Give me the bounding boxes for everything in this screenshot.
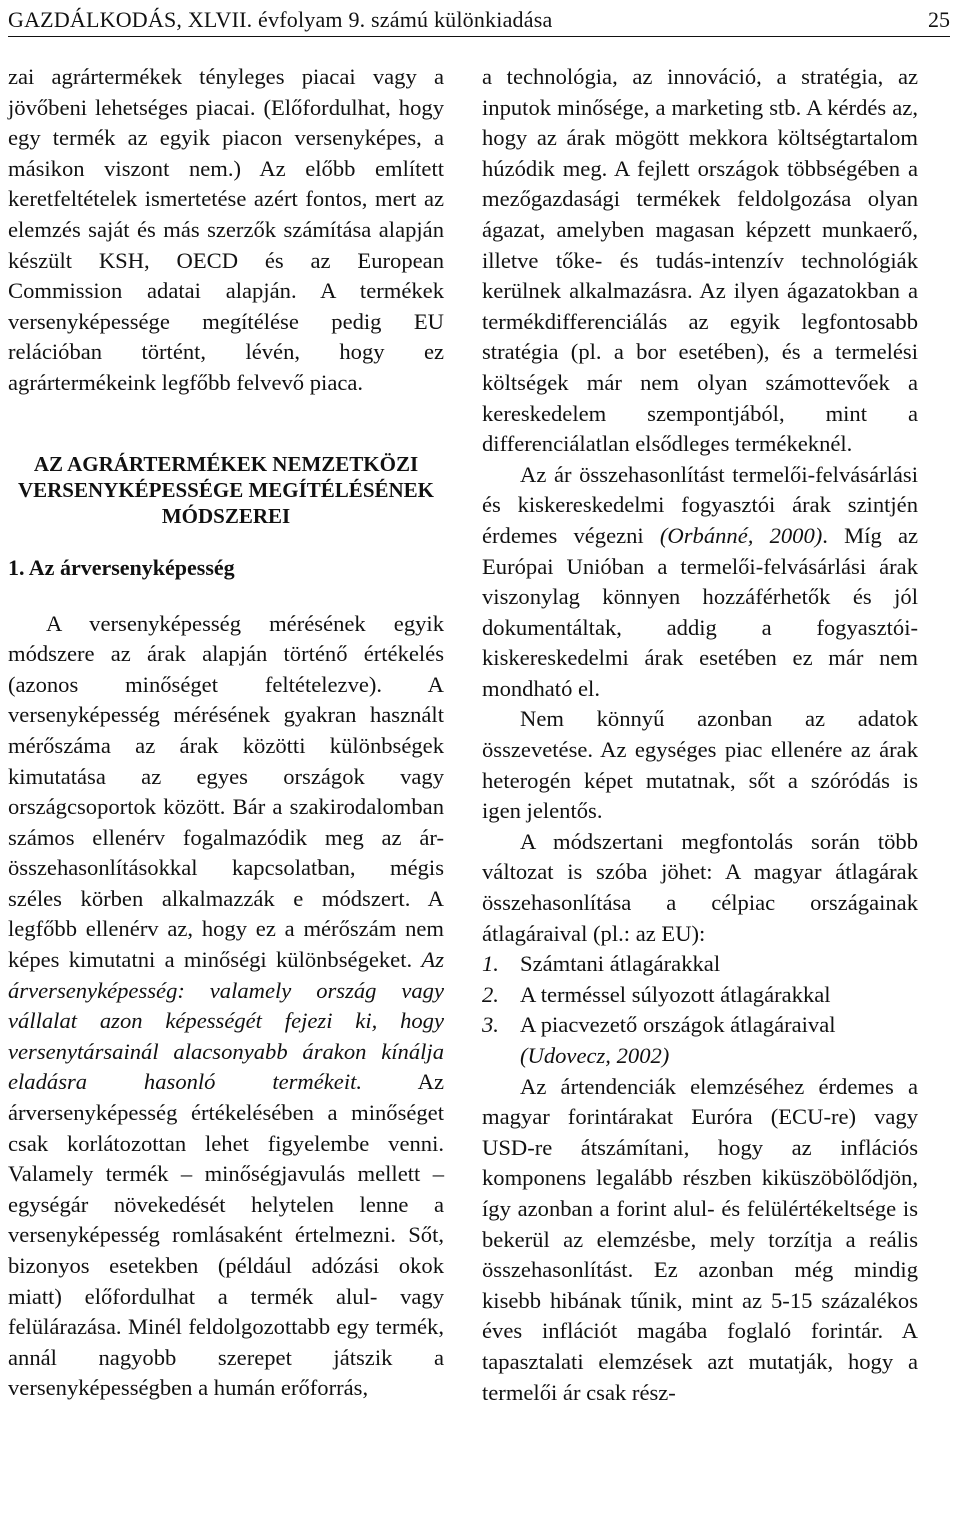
paragraph-price-trends: Az ártendenciák elemzéséhez érdemes a magyar forintárakat Euróra (ECU-re) vagy USD-re átszámítani, hogy az inflációs komponens legalább részben kiküszöbölődjön, így azonban a forint alul- és felülértékeltsége is bekerül az elemzésbe, mely torzítja a reális összehasonlítást. Ez azonban még mindig kisebb hibának tűnik, mint az 5-15 százalékos éves inflációt magába foglaló forintár. A tapasztalati elemzések azt mutatják, hogy a termelői ár csak rész-	[482, 1073, 918, 1405]
paragraph-intro-continued: zai agrártermékek tényleges piacai vagy a jövőbeni lehetséges piacai. (Előfordulhat, hogy egy termék az egyik piacon versenyképes, a másikon viszont nem.) Az előbb említett keretfeltételek ismertetése azért fontos, mert az elemzés saját és más szerzők számítása alapján készült KSH, OECD és az European Commission adatai alapján. A termékek versenyképessége megítélése pedig EU relációban történt, lévén, hogy ez agrártermékeink legfőbb felvevő piaca.	[8, 64, 444, 395]
definition-text: Az árversenyképesség: valamely ország vagy vállalat azon képességét fejezi ki, hogy versenytársainál alacsonyabb árakon kínálja eladásra hasonló termékeit.	[8, 947, 444, 1095]
journal-title: GAZDÁLKODÁS, XLVII. évfolyam 9. számú különkiadása	[8, 7, 553, 32]
paragraph-technology: a technológia, az innováció, a stratégia, az inputok minősége, a marketing stb. A kérdés az, hogy az árak mögött mekkora költségtartalom húzódik meg. A fejlett országok többségében a mezőgazdasági termékek feldolgozása olyan ágazat, amelyben magasan képzett munkaerő, illetve tőke- és tudás-intenzív technológiák kerülnek alkalmazásra. Az ilyen ágazatokban a termékdifferenciálás az egyik legfontosabb stratégia (pl. a bor esetében), és a termelési költségek már nem olyan számottevőek a kereskedelem szempontjából, mint a differenciálatlan elsődleges termékeknél.	[482, 64, 918, 457]
section-heading: AZ AGRÁRTERMÉKEK NEMZETKÖZI VERSENYKÉPESSÉGE MEGÍTÉLÉSÉNEK MÓDSZEREI	[17, 451, 435, 528]
list-item-citation	[482, 1041, 918, 1072]
paragraph-text-continued: Az árversenyképesség értékelésében a minőséget csak korlátozottan lehet figyelembe venni. Valamely termék – minőségjavulás mellett – egységár növekedését helytelen lenne a versenyképesség romlásaként értelmezni. Sőt, bizonyos esetekben (például adózási okok miatt) előfordulhat a termék alul- vagy felülárazása. Minél feldolgozottabb egy termék, annál nagyobb szerepet játszik a versenyképességben a humán erőforrás,	[8, 1069, 444, 1401]
paragraph-text-continued: . Míg az Európai Unióban a termelői-felvásárlási árak viszonylag könnyen hozzáférhetők és jól dokumentáltak, addig a fogyasztói-kiskereskedelmi árak esetében ez már nem mondható el.	[482, 522, 919, 701]
list-item-number: 2.	[482, 981, 499, 1007]
left-column	[8, 62, 444, 1404]
list-item	[482, 949, 918, 980]
paragraph-price-comparison	[482, 460, 918, 705]
list-item-number: 3.	[482, 1012, 499, 1038]
subsection-heading: 1. Az árversenyképesség	[8, 554, 235, 580]
list-item	[482, 1010, 918, 1041]
list-item-text: A piacvezető országok átlagáraival	[520, 1012, 836, 1038]
list-item-text: Számtani átlagárakkal	[520, 951, 721, 977]
page-number: 25	[928, 7, 950, 32]
citation-udovecz: (Udovecz, 2002)	[520, 1043, 670, 1068]
paragraph-text: A versenyképesség mérésének egyik módszere az árak alapján történő értékelés (azonos minőséget feltételezve). A versenyképesség mérésének gyakran használt mérőszáma az árak közötti különbségek kimutatása az egyes országok vagy országcsoportok között. Bár a szakirodalomban számos ellenérv fogalmazódik meg az ár-összehasonlításokkal kapcsolatban, mégis széles körben alkalmazzák e módszert. A legfőbb ellenérv az, hogy ez a mérőszám nem képes kimutatni a minőségi különbségeket.	[8, 610, 444, 973]
paragraph-data-comparison: Nem könnyű azonban az adatok összevetése. Az egységes piac ellenére az árak heterogén képet mutatnak, sőt a szóródás is igen jelentős.	[482, 706, 918, 824]
paragraph-methodology: A módszertani megfontolás során több változat is szóba jöhet: A magyar átlagárak összehasonlítása a célpiac országainak átlagáraival (pl.: az EU):	[482, 828, 918, 946]
list-item-number: 1.	[482, 951, 499, 977]
list-item-text: A terméssel súlyozott átlagárakkal	[520, 981, 831, 1007]
paragraph-text: Az ár összehasonlítást termelői-felvásárlási és kiskereskedelmi fogyasztói árak szintjén érdemes végezni	[482, 461, 918, 548]
running-header	[8, 4, 950, 37]
methods-list	[482, 949, 918, 1071]
paragraph-price-competitiveness	[8, 609, 444, 1404]
list-item	[482, 980, 918, 1011]
citation-orbanne: (Orbánné, 2000)	[659, 522, 823, 548]
right-column	[482, 62, 918, 1408]
